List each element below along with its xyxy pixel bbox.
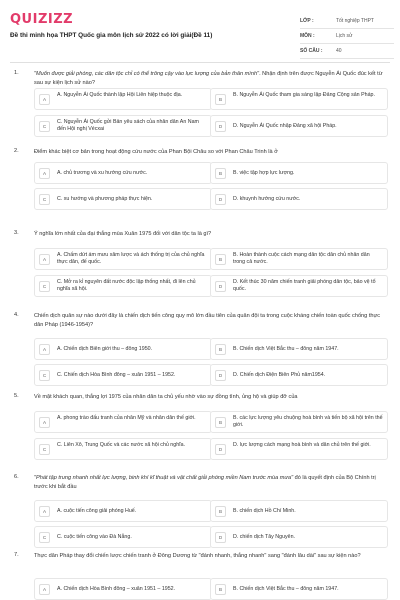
option-letter-badge: D: [215, 444, 226, 455]
option-text: C. Liên Xô, Trung Quốc và các nước xã hội chủ nghĩa.: [57, 442, 186, 448]
option-text: A. Chiến dịch Hòa Bình đông – xuân 1951 – 1952.: [57, 586, 176, 592]
option-letter-badge: B: [215, 584, 226, 595]
option-text: A. chủ trương và xu hướng cứu nước.: [57, 170, 148, 176]
option-text: D. chiến dịch Tây Nguyên.: [233, 534, 296, 540]
option-letter-badge: A: [39, 417, 50, 428]
answer-option-d[interactable]: [210, 275, 388, 297]
answer-option-b[interactable]: [210, 338, 388, 360]
question-number: 4.: [14, 312, 19, 318]
worksheet-header: [0, 0, 400, 64]
option-text: D. Kết thúc 30 năm chiến tranh giải phóng dân tộc, bảo vệ tổ quốc.: [233, 279, 376, 293]
answer-option-b[interactable]: [210, 162, 388, 184]
option-text: D. Nguyễn Ái Quốc nhập Đảng xã hội Pháp.: [233, 123, 337, 129]
answer-option-c[interactable]: [34, 526, 212, 548]
option-letter-badge: A: [39, 506, 50, 517]
answer-option-d[interactable]: [210, 438, 388, 460]
option-text: C. Mở ra kỉ nguyên đất nước độc lập thống nhất, đi lên chủ nghĩa xã hội.: [57, 279, 196, 293]
option-text: B. Nguyễn Ái Quốc tham gia sáng lập Đảng Cộng sản Pháp.: [233, 92, 375, 98]
answer-option-c[interactable]: [34, 115, 212, 137]
meta-label: SỐ CÂU :: [300, 48, 323, 54]
answer-option-a[interactable]: [34, 578, 212, 600]
option-text: B. Chiến dịch Việt Bắc thu – đông năm 1947.: [233, 586, 339, 592]
answer-option-a[interactable]: [34, 338, 212, 360]
question-number: 7.: [14, 552, 19, 558]
question-number: 2.: [14, 148, 19, 154]
option-text: B. Hoàn thành cuộc cách mạng dân tộc dân chủ nhân dân trong cả nước.: [233, 252, 370, 266]
answer-option-a[interactable]: [34, 500, 212, 522]
option-letter-badge: B: [215, 94, 226, 105]
option-text: A. Nguyễn Ái Quốc thành lập Hội Liên hiệp thuộc địa.: [57, 92, 183, 98]
question-text: [34, 474, 386, 492]
option-letter-badge: D: [215, 194, 226, 205]
option-letter-badge: D: [215, 370, 226, 381]
question-text: [34, 230, 386, 239]
option-letter-badge: A: [39, 344, 50, 355]
option-letter-badge: A: [39, 254, 50, 265]
option-letter-badge: A: [39, 168, 50, 179]
option-text: B. chiến dịch Hồ Chí Minh.: [233, 508, 296, 514]
meta-value: Tốt nghiệp THPT: [336, 18, 374, 24]
answer-option-d[interactable]: [210, 526, 388, 548]
option-letter-badge: C: [39, 121, 50, 132]
question-number: 1.: [14, 70, 19, 76]
question-body: Chiến dịch quân sự nào dưới đây là chiến dịch tiến công quy mô lớn đầu tiên của quân đội ta trong cuộc kháng chiến toàn quốc chống thực dân Pháp (1946-1954)?: [34, 313, 381, 328]
question-number: 3.: [14, 230, 19, 236]
question-text: [34, 312, 386, 330]
option-letter-badge: D: [215, 281, 226, 292]
answer-option-d[interactable]: [210, 115, 388, 137]
option-text: A. phong trào đấu tranh của nhân Mỹ và nhân dân thế giới.: [57, 415, 196, 421]
option-text: B. các lực lượng yêu chuộng hoà bình và tiến bộ xã hội trên thế giới.: [233, 415, 383, 429]
quizizz-logo: QUIZIZZ: [10, 12, 74, 27]
meta-row-count: [300, 44, 394, 59]
meta-row-class: [300, 14, 394, 29]
answer-option-a[interactable]: [34, 248, 212, 270]
option-letter-badge: C: [39, 532, 50, 543]
answer-option-a[interactable]: [34, 411, 212, 433]
worksheet-title: Đề thi minh họa THPT Quốc gia môn lịch sử 2022 có lời giải(Đề 11): [10, 32, 213, 39]
answer-option-d[interactable]: [210, 188, 388, 210]
question-body: Ý nghĩa lớn nhất của đại thắng mùa Xuân 1975 đối với dân tộc ta là gì?: [34, 231, 212, 237]
question-body: Về mặt khách quan, thắng lợi 1975 của nhân dân ta chủ yếu nhờ vào sự đồng tình, ủng hộ và giúp đỡ của: [34, 394, 298, 400]
answer-option-b[interactable]: [210, 578, 388, 600]
option-letter-badge: B: [215, 417, 226, 428]
option-text: C. Nguyễn Ái Quốc gửi Bản yêu sách của nhân dân An Nam đến Hội nghị Vécxai: [57, 119, 199, 133]
meta-value: 40: [336, 48, 342, 54]
option-letter-badge: C: [39, 194, 50, 205]
option-text: C. Chiến dịch Hòa Bình đông – xuân 1951 – 1952.: [57, 372, 176, 378]
option-text: D. lực lượng cách mạng hoà bình và dân chủ trên thế giới.: [233, 442, 371, 448]
option-text: C. cuộc tiến công vào Đà Nẵng.: [57, 534, 132, 540]
answer-option-a[interactable]: [34, 88, 212, 110]
question-text: [34, 552, 386, 561]
answer-option-c[interactable]: [34, 364, 212, 386]
question-number: 6.: [14, 474, 19, 480]
question-quote: "Phát tập trung nhanh nhất lực lượng, binh khí kĩ thuật và vật chất giải phóng miền Nam trước mùa mưa": [34, 475, 294, 481]
question-body: Thực dân Pháp thay đổi chiến lược chiến tranh ở Đông Dương từ "đánh nhanh, thắng nhanh" sang "đánh lâu dài" sau sự kiện nào?: [34, 553, 361, 559]
worksheet-meta: [300, 14, 394, 59]
option-letter-badge: B: [215, 254, 226, 265]
option-text: B. việc tập hợp lực lượng.: [233, 170, 295, 176]
option-text: A. cuộc tiến công giải phóng Huế.: [57, 508, 137, 514]
answer-option-d[interactable]: [210, 364, 388, 386]
option-text: B. Chiến dịch Việt Bắc thu – đông năm 1947.: [233, 346, 339, 352]
option-text: D. khuynh hướng cứu nước.: [233, 196, 301, 202]
option-letter-badge: A: [39, 94, 50, 105]
option-letter-badge: B: [215, 168, 226, 179]
option-letter-badge: B: [215, 344, 226, 355]
meta-row-subject: [300, 29, 394, 44]
option-text: A. Chấm dứt ám mưu xâm lược và ách thống trị của chủ nghĩa thực dân, đế quốc.: [57, 252, 205, 266]
question-body: . Nhận định trên được Nguyễn Ái Quốc đúc kết từ sau sự kiện lịch sử nào?: [34, 71, 383, 86]
answer-option-b[interactable]: [210, 88, 388, 110]
meta-label: MÔN :: [300, 33, 315, 39]
question-body: đó là quyết định của Bộ Chính trị trước khi bắt đầu: [34, 475, 376, 490]
option-text: A. Chiến dịch Biên giới thu – đông 1950.: [57, 346, 153, 352]
meta-value: Lịch sử: [336, 33, 353, 39]
question-body: Điểm khác biệt cơ bản trong hoạt động cứu nước của Phan Bội Châu so với Phan Châu Trinh là ở: [34, 149, 278, 155]
question-quote: "Muốn được giải phóng, các dân tộc chỉ có thể trông cậy vào lực lượng của bản thân mình": [34, 71, 260, 77]
meta-label: LỚP :: [300, 18, 314, 24]
header-divider: [10, 62, 390, 63]
question-text: [34, 148, 386, 157]
option-text: D. Chiến dịch Điện Biên Phủ năm1954.: [233, 372, 326, 378]
question-text: [34, 70, 386, 88]
option-letter-badge: D: [215, 532, 226, 543]
question-text: [34, 393, 386, 402]
answer-option-b[interactable]: [210, 500, 388, 522]
answer-option-a[interactable]: [34, 162, 212, 184]
question-number: 5.: [14, 393, 19, 399]
option-letter-badge: C: [39, 444, 50, 455]
answer-option-c[interactable]: [34, 438, 212, 460]
option-text: C. xu hướng và phương pháp thực hiện.: [57, 196, 153, 202]
option-letter-badge: C: [39, 370, 50, 381]
option-letter-badge: A: [39, 584, 50, 595]
answer-option-b[interactable]: [210, 411, 388, 433]
option-letter-badge: B: [215, 506, 226, 517]
option-letter-badge: D: [215, 121, 226, 132]
option-letter-badge: C: [39, 281, 50, 292]
answer-option-c[interactable]: [34, 188, 212, 210]
answer-option-c[interactable]: [34, 275, 212, 297]
answer-option-b[interactable]: [210, 248, 388, 270]
